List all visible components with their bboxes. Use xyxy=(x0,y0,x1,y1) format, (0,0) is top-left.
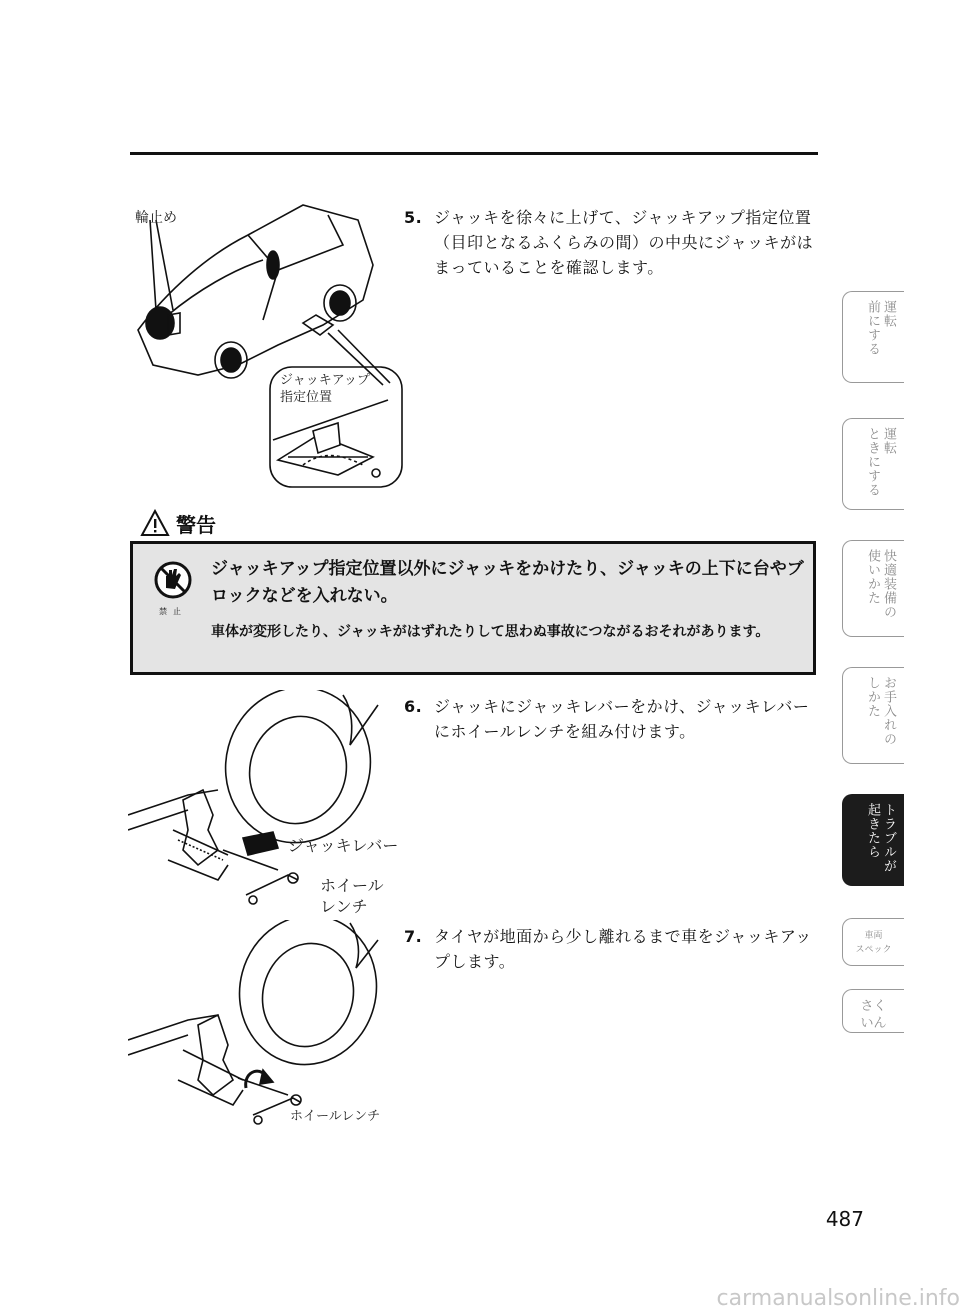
jack-point-label-line2: 指定位置 xyxy=(280,390,333,405)
step-7 xyxy=(404,924,824,979)
warning-sub-text: 車体が変形したり、ジャッキがはずれたりして思わぬ事故につながるおそれがあります。 xyxy=(211,624,770,640)
step-text: ジャッキを徐々に上げて、ジャッキアップ指定位置（目印となるふくらみの間）の中央にジャッキがはまっていることを確認します。 xyxy=(434,208,814,277)
page-number: 487 xyxy=(825,1207,864,1231)
tab-label-line: スペック xyxy=(855,945,892,955)
jack-point-label-line1: ジャッキアップ xyxy=(280,373,370,388)
tab-maintenance[interactable] xyxy=(842,667,904,764)
tab-label-col: 快適装備の xyxy=(881,549,896,619)
jack-point-label xyxy=(280,372,370,406)
tab-label-col: ときにする xyxy=(865,427,880,497)
warning-heading-label: 警告 xyxy=(176,512,216,537)
tab-label-col: 使いかた xyxy=(865,549,880,605)
footer-watermark: carmanualsonline.info xyxy=(716,1286,960,1311)
tab-label-line: いん xyxy=(860,1016,887,1031)
tab-comfort-equipment[interactable] xyxy=(842,540,904,637)
tab-label-line: さく xyxy=(860,999,887,1014)
tab-troubleshooting[interactable] xyxy=(842,794,904,886)
step-number: 6. xyxy=(404,697,423,716)
step-text: タイヤが地面から少し離れるまで車をジャッキアップします。 xyxy=(434,927,812,971)
tab-label-col: トラブルが xyxy=(881,803,896,873)
step-number: 5. xyxy=(404,208,423,227)
tab-label-line: 車両 xyxy=(864,931,883,941)
tab-before-driving[interactable] xyxy=(842,291,904,383)
wheel-wrench-label-line2: レンチ xyxy=(320,897,368,916)
tab-vehicle-specs[interactable] xyxy=(842,918,904,966)
wheel-wrench-label xyxy=(320,875,384,917)
step-number: 7. xyxy=(404,927,423,946)
step-5 xyxy=(404,205,824,285)
wheel-wrench-label-small: ホイールレンチ xyxy=(290,1109,381,1124)
warning-box xyxy=(130,541,816,675)
prohibit-label: 禁止 xyxy=(159,607,187,616)
step-text: ジャッキにジャッキレバーをかけ、ジャッキレバーにホイールレンチを組み付けます。 xyxy=(434,697,810,741)
car-jack-illustration xyxy=(128,195,408,495)
tab-label-col: 起きたら xyxy=(865,803,880,859)
header-rule xyxy=(130,152,818,155)
wheel-wrench-label-line1: ホイール xyxy=(320,876,384,895)
warning-heading xyxy=(140,506,216,540)
warning-triangle-icon xyxy=(140,509,170,537)
tab-index[interactable] xyxy=(842,989,904,1033)
tab-label-col: しかた xyxy=(865,676,880,718)
tab-label-col: 前にする xyxy=(865,300,880,356)
tab-label-col: お手入れの xyxy=(881,676,896,746)
wheel-chock-label: 輪止め xyxy=(135,210,177,226)
prohibit-mark xyxy=(151,560,195,617)
step-6 xyxy=(404,694,824,749)
tab-label-col: 運転 xyxy=(881,427,896,455)
jack-lever-label: ジャッキレバー xyxy=(288,836,399,855)
tab-label-col: 運転 xyxy=(881,300,896,328)
warning-main-text: ジャッキアップ指定位置以外にジャッキをかけたり、ジャッキの上下に台やブロックなどを入れない。 xyxy=(211,559,804,606)
jack-up-illustration xyxy=(128,920,408,1130)
prohibited-hand-icon xyxy=(153,560,193,600)
tab-while-driving[interactable] xyxy=(842,418,904,510)
